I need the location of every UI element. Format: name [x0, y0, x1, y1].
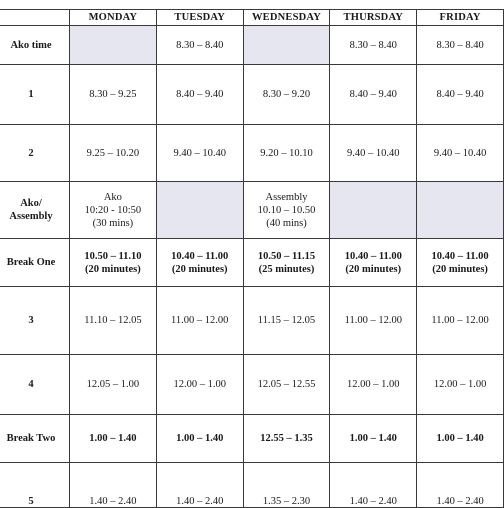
cell-text: 1.00 – 1.40 — [176, 433, 224, 444]
table-row — [0, 65, 503, 125]
time-cell — [330, 65, 417, 125]
table-row — [0, 26, 503, 65]
time-cell — [243, 287, 330, 355]
time-cell — [417, 287, 504, 355]
table-row — [0, 287, 503, 355]
cell-text: 8.30 – 8.40 — [436, 39, 484, 51]
cell-text: 1.00 – 1.40 — [89, 433, 137, 444]
cell-text: 9.40 – 10.40 — [433, 147, 487, 159]
cell-text: 8.30 – 9.25 — [89, 89, 137, 100]
time-cell — [156, 125, 243, 182]
row-label-text: 5 — [28, 495, 34, 507]
time-cell — [156, 182, 243, 239]
cell-text: 10.40 – 11.00 (20 minutes) — [431, 250, 489, 275]
cell-text: 1.40 – 2.40 — [349, 495, 397, 507]
cell-text: 12.05 – 12.55 — [257, 379, 316, 390]
time-cell — [330, 26, 417, 65]
row-label: 1 — [0, 65, 70, 125]
cell-text: 1.40 – 2.40 — [89, 495, 137, 507]
time-cell — [70, 65, 157, 125]
cell-text: 8.40 – 9.40 — [436, 89, 484, 100]
cell-text: 12.05 – 1.00 — [86, 379, 140, 390]
table-row — [0, 415, 503, 463]
cell-text: 11.15 – 12.05 — [257, 315, 316, 326]
time-cell — [70, 125, 157, 182]
cell-text: 12.00 – 1.00 — [433, 379, 487, 390]
time-cell — [417, 415, 504, 463]
cell-text: 11.00 – 12.00 — [171, 315, 229, 326]
time-cell — [330, 415, 417, 463]
time-cell — [70, 287, 157, 355]
cell-text: Assembly 10.10 – 10.50 (40 mins) — [257, 191, 316, 229]
cell-text: 1.35 – 2.30 — [262, 495, 311, 507]
cell-text: 12.00 – 1.00 — [173, 379, 226, 390]
time-cell — [243, 415, 330, 463]
row-label — [0, 463, 70, 508]
row-label: 4 — [0, 355, 70, 415]
day-header-monday: MONDAY — [70, 10, 157, 26]
time-cell — [70, 415, 157, 463]
day-header-wednesday: WEDNESDAY — [243, 10, 330, 26]
cell-text: 10.40 – 11.00 (20 minutes) — [171, 250, 229, 275]
time-cell — [330, 239, 417, 287]
day-header-friday: FRIDAY — [417, 10, 504, 26]
cell-text: 8.40 – 9.40 — [176, 89, 224, 100]
time-cell — [417, 125, 504, 182]
time-cell — [243, 355, 330, 415]
time-cell — [156, 26, 243, 65]
table-row — [0, 125, 503, 182]
time-cell — [330, 125, 417, 182]
table-row — [0, 239, 503, 287]
time-cell — [70, 26, 157, 65]
table-row — [0, 355, 503, 415]
time-cell — [330, 182, 417, 239]
row-label-text: Ako/ Assembly — [9, 198, 53, 222]
row-label: Ako time — [0, 26, 70, 65]
time-cell — [243, 182, 330, 239]
table-row — [0, 463, 503, 508]
row-label: Break One — [0, 239, 70, 287]
time-cell — [156, 65, 243, 125]
cell-text: 1.40 – 2.40 — [436, 495, 484, 507]
cell-text: 10.40 – 11.00 (20 minutes) — [344, 250, 402, 275]
time-cell — [330, 287, 417, 355]
cell-text: 1.40 – 2.40 — [176, 495, 224, 507]
time-cell — [70, 355, 157, 415]
row-label — [0, 182, 70, 239]
time-cell — [70, 182, 157, 239]
time-cell — [156, 463, 243, 508]
time-cell — [330, 463, 417, 508]
time-cell — [417, 182, 504, 239]
cell-text: 10.50 – 11.15 (25 minutes) — [257, 250, 316, 275]
time-cell — [156, 355, 243, 415]
cell-text: 12.00 – 1.00 — [347, 379, 400, 390]
time-cell — [417, 355, 504, 415]
time-cell — [156, 239, 243, 287]
time-cell — [417, 463, 504, 508]
time-cell — [243, 26, 330, 65]
time-cell — [330, 355, 417, 415]
time-cell — [243, 463, 330, 508]
row-label: 3 — [0, 287, 70, 355]
cell-text: 1.00 – 1.40 — [349, 433, 397, 444]
time-cell — [417, 239, 504, 287]
time-cell — [156, 415, 243, 463]
time-cell — [243, 239, 330, 287]
corner-cell — [0, 10, 70, 26]
cell-text: 9.40 – 10.40 — [173, 147, 226, 159]
time-cell — [243, 125, 330, 182]
header-row — [0, 10, 503, 26]
cell-text: 9.20 – 10.10 — [260, 147, 313, 159]
time-cell — [70, 463, 157, 508]
cell-text: 9.40 – 10.40 — [347, 147, 400, 159]
cell-text: 1.00 – 1.40 — [436, 433, 484, 444]
day-header-tuesday: TUESDAY — [156, 10, 243, 26]
time-cell — [417, 65, 504, 125]
time-cell — [243, 65, 330, 125]
time-cell — [156, 287, 243, 355]
cell-text: 11.00 – 12.00 — [344, 315, 402, 326]
time-cell — [417, 26, 504, 65]
cell-text: 8.30 – 9.20 — [262, 89, 311, 100]
timetable — [0, 9, 504, 508]
cell-text: 11.10 – 12.05 — [84, 315, 142, 326]
cell-text: 11.00 – 12.00 — [431, 315, 489, 326]
cell-text: 10.50 – 11.10 (20 minutes) — [84, 250, 142, 275]
row-label: 2 — [0, 125, 70, 182]
day-header-thursday: THURSDAY — [330, 10, 417, 26]
time-cell — [70, 239, 157, 287]
cell-text: 9.25 – 10.20 — [86, 147, 140, 159]
table-row — [0, 182, 503, 239]
cell-text: 12.55 – 1.35 — [260, 433, 313, 444]
row-label: Break Two — [0, 415, 70, 463]
cell-text: 8.30 – 8.40 — [176, 39, 224, 51]
cell-text: 8.40 – 9.40 — [349, 89, 397, 100]
cell-text: 8.30 – 8.40 — [349, 39, 397, 51]
cell-text: Ako 10:20 - 10:50 (30 mins) — [84, 191, 142, 229]
